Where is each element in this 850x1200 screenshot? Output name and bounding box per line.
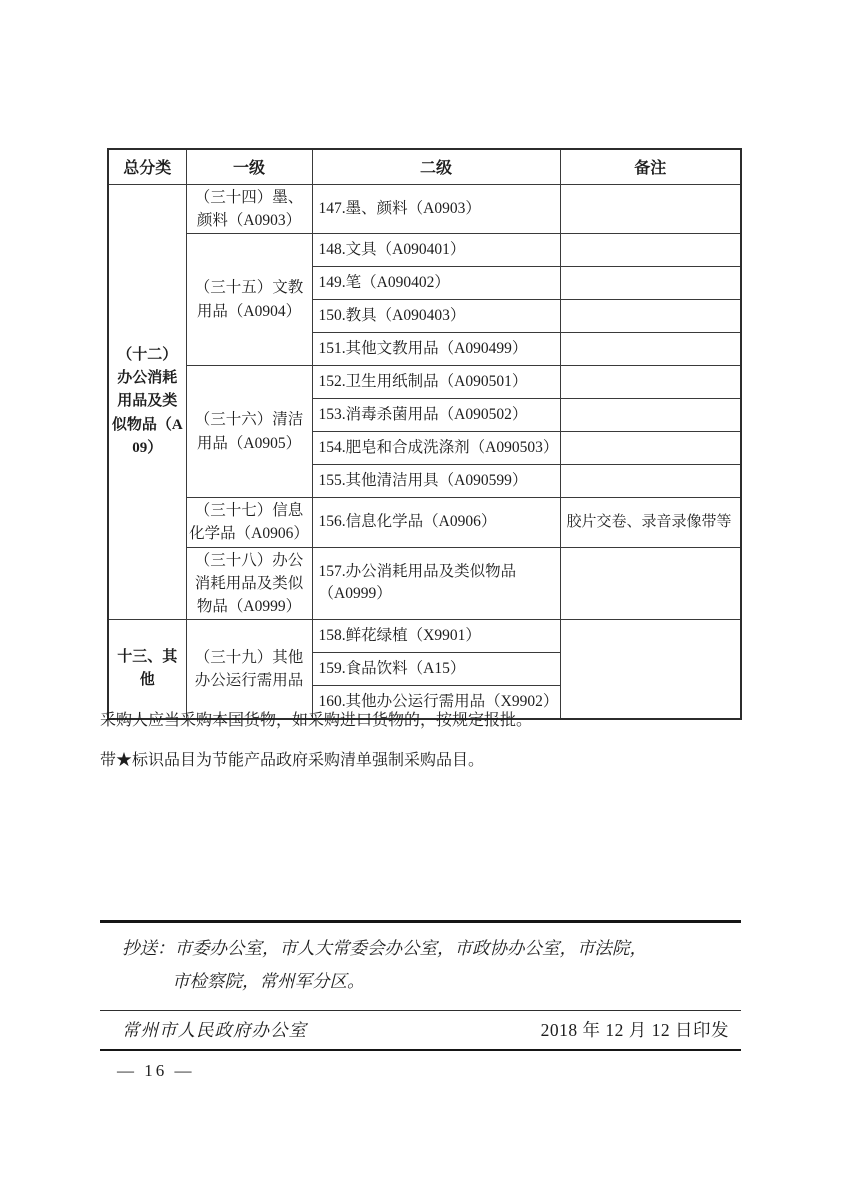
remark-cell bbox=[560, 267, 741, 300]
level1-cell-39: （三十九）其他办公运行需用品 bbox=[186, 620, 312, 719]
notes-block bbox=[100, 711, 745, 772]
header-general-category: 总分类 bbox=[108, 149, 186, 184]
remark-cell-merged bbox=[560, 620, 741, 719]
table-header-row bbox=[108, 149, 741, 184]
remark-cell bbox=[560, 234, 741, 267]
level1-cell-38: （三十八）办公消耗用品及类似物品（A0999） bbox=[186, 547, 312, 620]
level2-cell: 159.食品饮料（A15） bbox=[312, 653, 560, 686]
document-footer bbox=[100, 920, 741, 1051]
table-row bbox=[108, 234, 741, 267]
note-energy-star: 带★标识品目为节能产品政府采购清单强制采购品目。 bbox=[100, 751, 485, 769]
table-row bbox=[108, 498, 741, 548]
remark-cell: 胶片交卷、录音录像带等 bbox=[560, 498, 741, 548]
level2-cell: 147.墨、颜料（A0903） bbox=[312, 184, 560, 234]
remark-cell bbox=[560, 366, 741, 399]
header-remark: 备注 bbox=[560, 149, 741, 184]
level2-cell: 160.其他办公运行需用品（X9902） bbox=[312, 686, 560, 719]
procurement-category-table bbox=[107, 148, 742, 720]
level1-cell-36: （三十六）清洁用品（A0905） bbox=[186, 366, 312, 498]
cc-line-2: 市检察院，常州军分区。 bbox=[172, 971, 365, 992]
cc-text-1: 市委办公室，市人大常委会办公室，市政协办公室，市法院， bbox=[174, 938, 647, 958]
level2-cell: 154.肥皂和合成洗涤剂（A090503） bbox=[312, 432, 560, 465]
table-row bbox=[108, 366, 741, 399]
cc-line-1 bbox=[122, 932, 729, 965]
table-row bbox=[108, 184, 741, 234]
level2-cell: 158.鲜花绿植（X9901） bbox=[312, 620, 560, 653]
note-domestic-goods: 采购人应当采购本国货物，如采购进口货物的，按规定报批。 bbox=[100, 712, 533, 729]
level2-cell: 155.其他清洁用具（A090599） bbox=[312, 465, 560, 498]
remark-cell bbox=[560, 300, 741, 333]
level2-cell: 148.文具（A090401） bbox=[312, 234, 560, 267]
level2-cell: 152.卫生用纸制品（A090501） bbox=[312, 366, 560, 399]
remark-cell bbox=[560, 184, 741, 234]
header-level2: 二级 bbox=[312, 149, 560, 184]
level1-cell-37: （三十七）信息化学品（A0906） bbox=[186, 498, 312, 548]
level2-cell: 151.其他文教用品（A090499） bbox=[312, 333, 560, 366]
level2-cell: 156.信息化学品（A0906） bbox=[312, 498, 560, 548]
table-row bbox=[108, 547, 741, 620]
remark-cell bbox=[560, 399, 741, 432]
remark-cell bbox=[560, 465, 741, 498]
category-cell-13: 十三、其他 bbox=[108, 620, 186, 719]
remark-cell bbox=[560, 432, 741, 465]
page-number: — 16 — bbox=[117, 1061, 195, 1080]
level2-cell: 149.笔（A090402） bbox=[312, 267, 560, 300]
cc-block bbox=[100, 923, 741, 1011]
issuer-row bbox=[100, 1011, 741, 1051]
level1-cell-34: （三十四）墨、颜料（A0903） bbox=[186, 184, 312, 234]
table-row bbox=[108, 620, 741, 653]
level1-cell-35: （三十五）文教用品（A0904） bbox=[186, 234, 312, 366]
header-level1: 一级 bbox=[186, 149, 312, 184]
level2-cell: 153.消毒杀菌用品（A090502） bbox=[312, 399, 560, 432]
remark-cell bbox=[560, 333, 741, 366]
print-date: 2018 年 12 月 12 日印发 bbox=[540, 1019, 729, 1040]
category-cell-12: （十二）办公消耗用品及类似物品（A09） bbox=[108, 184, 186, 620]
issuer-name: 常州市人民政府办公室 bbox=[122, 1019, 307, 1040]
cc-label: 抄送： bbox=[122, 938, 175, 958]
level2-cell: 157.办公消耗用品及类似物品（A0999） bbox=[312, 547, 560, 620]
remark-cell bbox=[560, 547, 741, 620]
level2-cell: 150.教具（A090403） bbox=[312, 300, 560, 333]
